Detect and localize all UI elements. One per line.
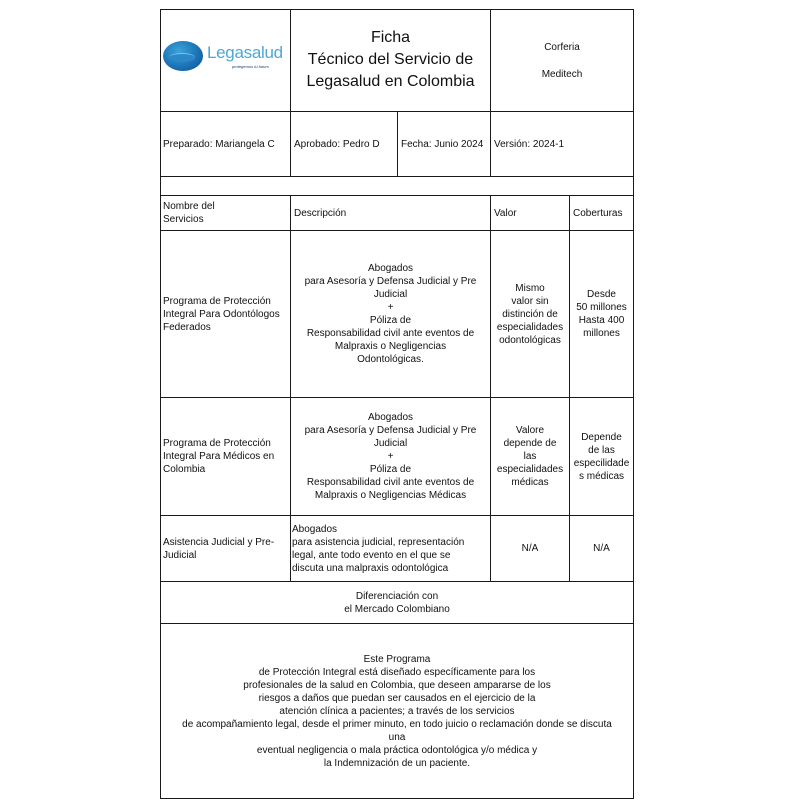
value-cell: Mismo valor sin distinción de especialidades odontológicas xyxy=(496,282,564,346)
service-name-cell: Programa de Protección Integral Para Médicos en Colombia xyxy=(163,438,275,475)
logo-tagline: protegemos tu futuro xyxy=(232,64,269,69)
title-line: Ficha xyxy=(370,29,411,46)
header-value: Valor xyxy=(494,207,517,219)
venue-label: Corferia xyxy=(544,42,580,53)
service-name-cell: Asistencia Judicial y Pre- Judicial xyxy=(163,536,275,561)
logo-mark-icon xyxy=(163,41,203,71)
border-right xyxy=(633,9,634,799)
date: Fecha: Junio 2024 xyxy=(401,138,484,150)
description-cell: Abogados para asistencia judicial, representación legal, ante todo evento en el que se discuta una malpraxis odontológica xyxy=(292,523,465,574)
header-coverage: Coberturas xyxy=(573,207,623,219)
differentiation-title: Diferenciación con el Mercado Colombiano xyxy=(344,590,450,615)
header-description: Descripción xyxy=(294,207,347,219)
technical-sheet xyxy=(160,9,634,799)
title-line: Legasalud en Colombia xyxy=(306,73,475,90)
header-service-name: Nombre del Servicios xyxy=(163,201,215,225)
value-cell: N/A xyxy=(521,543,539,554)
event-label: Meditech xyxy=(541,69,583,80)
value-cell: Valore depende de las especialidades médicas xyxy=(496,425,564,488)
title-line: Técnico del Servicio de xyxy=(307,51,474,68)
service-name-cell: Programa de Protección Integral Para Odontólogos Federados xyxy=(163,295,280,333)
document-title xyxy=(291,24,490,96)
prepared-by: Preparado: Mariangela C xyxy=(163,138,275,150)
description-cell: Abogados para Asesoría y Defensa Judicial y Pre Judicial + Póliza de Responsabilidad civil ante eventos de Malpraxis o Negligencias Odontológicas. xyxy=(304,263,477,365)
border-bottom xyxy=(160,798,634,799)
logo-wordmark: Legasalud xyxy=(207,43,283,62)
legasalud-logo xyxy=(160,37,290,82)
version: Versión: 2024-1 xyxy=(494,138,565,150)
approved-by: Aprobado: Pedro D xyxy=(294,138,380,150)
description-cell: Abogados para Asesoría y Defensa Judicial y Pre Judicial + Póliza de Responsabilidad civil ante eventos de Malpraxis o Negligencias Médicas xyxy=(304,412,477,501)
border-top xyxy=(160,9,634,10)
differentiation-body: Este Programa de Protección Integral está diseñado específicamente para los profesionales de la salud en Colombia, que deseen ampararse de los riesgos a daños que puedan ser causados en el ejercicio de la atención clínica a pacientes; a través de los servicios de acompañamiento legal, desde el primer minuto, en todo juicio o reclamación donde se discuta una eventual negligencia o mala práctica odontológica y/o médica y la Indemnización de un paciente. xyxy=(182,653,612,769)
coverage-cell: N/A xyxy=(593,543,610,554)
coverage-cell: Depende de las especilidade s médicas xyxy=(573,431,630,482)
coverage-cell: Desde 50 millones Hasta 400 millones xyxy=(576,289,627,339)
